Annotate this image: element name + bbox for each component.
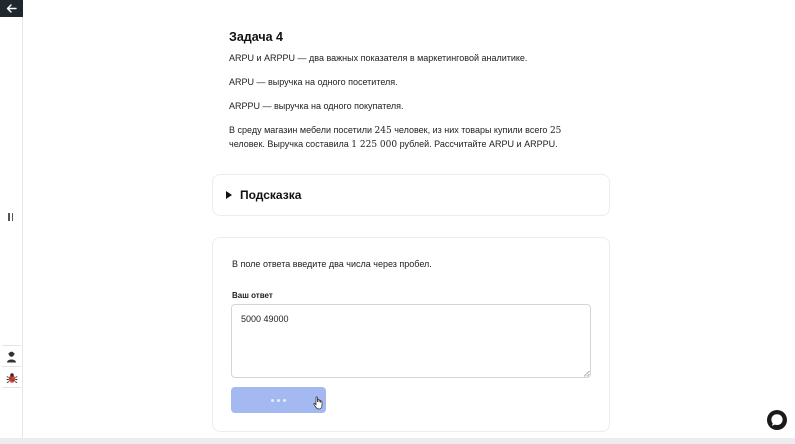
task-problem-paragraph: В среду магазин мебели посетили 245 человек, из них товары купили всего 25 человек. Выручка составила 1 225 000 рублей. Рассчитайте ARPU и ARPPU. bbox=[229, 125, 562, 150]
left-sidebar bbox=[0, 0, 23, 438]
hint-label: Подсказка bbox=[240, 188, 302, 202]
back-button[interactable] bbox=[0, 0, 23, 17]
collapse-panel-handle[interactable] bbox=[8, 213, 15, 223]
task-paragraph: ARPPU — выручка на одного покупателя. bbox=[229, 101, 404, 111]
chat-bubble-icon bbox=[766, 409, 788, 431]
mouse-pointer-icon bbox=[313, 396, 323, 410]
rail-divider bbox=[2, 345, 21, 346]
hint-toggle[interactable] bbox=[212, 174, 610, 216]
task-paragraph: ARPU и ARPPU — два важных показателя в маркетинговой аналитике. bbox=[229, 53, 528, 63]
user-button[interactable] bbox=[4, 349, 19, 364]
visitors-number: 245 bbox=[374, 126, 392, 136]
resize-grip-icon[interactable] bbox=[583, 370, 590, 377]
submit-button[interactable] bbox=[231, 387, 326, 413]
user-icon bbox=[6, 351, 17, 363]
answer-label: Ваш ответ bbox=[232, 291, 273, 300]
report-bug-button[interactable] bbox=[4, 370, 19, 385]
answer-input[interactable] bbox=[231, 304, 591, 378]
buyers-number: 25 bbox=[549, 126, 562, 136]
task-title: Задача 4 bbox=[229, 30, 283, 44]
chat-button[interactable] bbox=[766, 409, 788, 431]
bottom-bar bbox=[0, 438, 795, 444]
revenue-number: 1 225 000 bbox=[351, 140, 398, 150]
loading-dot bbox=[283, 399, 286, 402]
answer-instruction: В поле ответа введите два числа через пробел. bbox=[232, 259, 432, 269]
rail-divider bbox=[2, 366, 21, 367]
bug-icon bbox=[6, 372, 18, 384]
loading-dot bbox=[271, 399, 274, 402]
rail-divider bbox=[2, 387, 21, 388]
answer-card bbox=[212, 237, 610, 432]
pause-bars-icon bbox=[8, 213, 10, 221]
task-paragraph: ARPU — выручка на одного посетителя. bbox=[229, 77, 398, 87]
loading-dot bbox=[277, 399, 280, 402]
task-content bbox=[229, 30, 599, 163]
triangle-right-icon bbox=[226, 191, 232, 199]
arrow-left-icon bbox=[6, 4, 17, 13]
